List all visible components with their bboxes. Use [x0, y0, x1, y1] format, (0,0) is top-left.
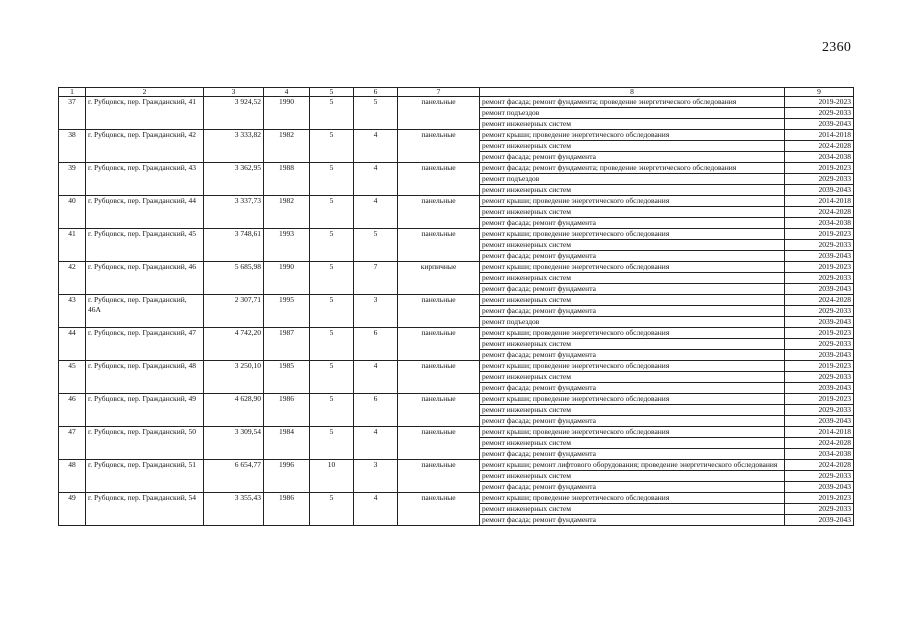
repair-period: 2039-2043: [785, 185, 854, 196]
wall-material: кирпичные: [398, 262, 480, 295]
table-row: [59, 361, 854, 372]
repair-period: 2039-2043: [785, 515, 854, 526]
repair-period: 2019-2023: [785, 163, 854, 174]
repair-period: 2029-2033: [785, 372, 854, 383]
repair-period: 2019-2023: [785, 394, 854, 405]
table-row: [59, 262, 854, 273]
building-address: г. Рубцовск, пер. Гражданский, 41: [86, 97, 204, 130]
building-address: г. Рубцовск, пер. Гражданский, 51: [86, 460, 204, 493]
row-number: 42: [59, 262, 86, 295]
wall-material: панельные: [398, 394, 480, 427]
repair-work: ремонт крыши; проведение энергетического обследования: [480, 196, 785, 207]
repair-work: ремонт фасада; ремонт фундамента: [480, 152, 785, 163]
entrance-count: 3: [354, 295, 398, 328]
repair-work: ремонт инженерных систем: [480, 119, 785, 130]
repair-period: 2029-2033: [785, 174, 854, 185]
building-address: г. Рубцовск, пер. Гражданский, 46: [86, 262, 204, 295]
repair-period: 2039-2043: [785, 416, 854, 427]
col-header: 1: [59, 88, 86, 97]
construction-year: 1990: [264, 262, 310, 295]
repair-period: 2029-2033: [785, 273, 854, 284]
repair-work: ремонт крыши; проведение энергетического обследования: [480, 394, 785, 405]
repair-work: ремонт крыши; проведение энергетического обследования: [480, 130, 785, 141]
repair-work: ремонт подъездов: [480, 174, 785, 185]
repair-period: 2014-2018: [785, 196, 854, 207]
table-row: [59, 163, 854, 174]
wall-material: панельные: [398, 295, 480, 328]
col-header: 4: [264, 88, 310, 97]
table-row: [59, 394, 854, 405]
repair-period: 2024-2028: [785, 295, 854, 306]
construction-year: 1985: [264, 361, 310, 394]
repair-period: 2029-2033: [785, 240, 854, 251]
row-number: 44: [59, 328, 86, 361]
building-area: 4 742,20: [204, 328, 264, 361]
wall-material: панельные: [398, 361, 480, 394]
repair-work: ремонт инженерных систем: [480, 471, 785, 482]
building-address: г. Рубцовск, пер. Гражданский, 45: [86, 229, 204, 262]
wall-material: панельные: [398, 460, 480, 493]
row-number: 37: [59, 97, 86, 130]
repair-period: 2019-2023: [785, 262, 854, 273]
col-header: 6: [354, 88, 398, 97]
floor-count: 5: [310, 361, 354, 394]
table-body: [59, 97, 854, 526]
wall-material: панельные: [398, 196, 480, 229]
repair-work: ремонт фасада; ремонт фундамента: [480, 218, 785, 229]
entrance-count: 4: [354, 130, 398, 163]
table-row: [59, 328, 854, 339]
repair-work: ремонт фасада; ремонт фундамента; проведение энергетического обследования: [480, 163, 785, 174]
row-number: 41: [59, 229, 86, 262]
building-area: 3 333,82: [204, 130, 264, 163]
entrance-count: 3: [354, 460, 398, 493]
building-area: 3 362,95: [204, 163, 264, 196]
repair-work: ремонт крыши; ремонт лифтового оборудования; проведение энергетического обследования: [480, 460, 785, 471]
entrance-count: 4: [354, 427, 398, 460]
wall-material: панельные: [398, 328, 480, 361]
repair-period: 2019-2023: [785, 493, 854, 504]
repair-work: ремонт фасада; ремонт фундамента: [480, 284, 785, 295]
repair-work: ремонт фасада; ремонт фундамента: [480, 482, 785, 493]
construction-year: 1987: [264, 328, 310, 361]
wall-material: панельные: [398, 163, 480, 196]
repair-period: 2024-2028: [785, 207, 854, 218]
repair-period: 2019-2023: [785, 229, 854, 240]
building-area: 3 355,43: [204, 493, 264, 526]
repair-work: ремонт крыши; проведение энергетического обследования: [480, 493, 785, 504]
column-number-row: [59, 88, 854, 97]
construction-year: 1986: [264, 493, 310, 526]
col-header: 7: [398, 88, 480, 97]
repair-work: ремонт фасада; ремонт фундамента; проведение энергетического обследования: [480, 97, 785, 108]
repair-work: ремонт фасада; ремонт фундамента: [480, 416, 785, 427]
table-row: [59, 493, 854, 504]
building-address: г. Рубцовск, пер. Гражданский, 49: [86, 394, 204, 427]
entrance-count: 4: [354, 361, 398, 394]
page-number: 2360: [822, 40, 852, 55]
floor-count: 5: [310, 196, 354, 229]
building-area: 3 748,61: [204, 229, 264, 262]
repair-period: 2029-2033: [785, 306, 854, 317]
col-header: 8: [480, 88, 785, 97]
building-area: 6 654,77: [204, 460, 264, 493]
col-header: 9: [785, 88, 854, 97]
floor-count: 5: [310, 427, 354, 460]
repair-work: ремонт инженерных систем: [480, 185, 785, 196]
building-address: г. Рубцовск, пер. Гражданский, 54: [86, 493, 204, 526]
building-area: 3 924,52: [204, 97, 264, 130]
col-header: 5: [310, 88, 354, 97]
repair-work: ремонт крыши; проведение энергетического обследования: [480, 427, 785, 438]
repair-period: 2014-2018: [785, 427, 854, 438]
repair-period: 2024-2028: [785, 438, 854, 449]
repair-work: ремонт инженерных систем: [480, 339, 785, 350]
entrance-count: 6: [354, 328, 398, 361]
repair-work: ремонт крыши; проведение энергетического обследования: [480, 262, 785, 273]
table-row: [59, 295, 854, 306]
repair-period: 2039-2043: [785, 284, 854, 295]
repair-work: ремонт инженерных систем: [480, 504, 785, 515]
table-row: [59, 229, 854, 240]
building-area: 3 337,73: [204, 196, 264, 229]
repair-work: ремонт фасада; ремонт фундамента: [480, 350, 785, 361]
repair-period: 2029-2033: [785, 405, 854, 416]
row-number: 43: [59, 295, 86, 328]
floor-count: 5: [310, 328, 354, 361]
building-address: г. Рубцовск, пер. Гражданский, 48: [86, 361, 204, 394]
building-area: 2 307,71: [204, 295, 264, 328]
repair-period: 2019-2023: [785, 361, 854, 372]
floor-count: 5: [310, 163, 354, 196]
repair-work: ремонт инженерных систем: [480, 372, 785, 383]
col-header: 3: [204, 88, 264, 97]
construction-year: 1988: [264, 163, 310, 196]
construction-year: 1986: [264, 394, 310, 427]
table-row: [59, 97, 854, 108]
row-number: 47: [59, 427, 86, 460]
repair-period: 2039-2043: [785, 119, 854, 130]
construction-year: 1982: [264, 130, 310, 163]
floor-count: 5: [310, 130, 354, 163]
table-row: [59, 196, 854, 207]
construction-year: 1982: [264, 196, 310, 229]
building-address: г. Рубцовск, пер. Гражданский, 46А: [86, 295, 204, 328]
col-header: 2: [86, 88, 204, 97]
repair-period: 2034-2038: [785, 449, 854, 460]
entrance-count: 4: [354, 163, 398, 196]
repair-work: ремонт инженерных систем: [480, 240, 785, 251]
repair-work: ремонт подъездов: [480, 317, 785, 328]
repair-period: 2029-2033: [785, 471, 854, 482]
floor-count: 5: [310, 295, 354, 328]
building-address: г. Рубцовск, пер. Гражданский, 47: [86, 328, 204, 361]
repair-work: ремонт крыши; проведение энергетического обследования: [480, 361, 785, 372]
building-address: г. Рубцовск, пер. Гражданский, 43: [86, 163, 204, 196]
repair-work: ремонт фасада; ремонт фундамента: [480, 449, 785, 460]
row-number: 40: [59, 196, 86, 229]
repair-period: 2029-2033: [785, 339, 854, 350]
construction-year: 1995: [264, 295, 310, 328]
repair-work: ремонт инженерных систем: [480, 273, 785, 284]
entrance-count: 5: [354, 97, 398, 130]
wall-material: панельные: [398, 493, 480, 526]
wall-material: панельные: [398, 229, 480, 262]
row-number: 45: [59, 361, 86, 394]
floor-count: 5: [310, 97, 354, 130]
construction-year: 1996: [264, 460, 310, 493]
repair-period: 2039-2043: [785, 350, 854, 361]
building-address: г. Рубцовск, пер. Гражданский, 42: [86, 130, 204, 163]
entrance-count: 5: [354, 229, 398, 262]
table-row: [59, 427, 854, 438]
repair-period: 2024-2028: [785, 460, 854, 471]
repair-period: 2019-2023: [785, 97, 854, 108]
repair-period: 2039-2043: [785, 482, 854, 493]
floor-count: 5: [310, 262, 354, 295]
wall-material: панельные: [398, 130, 480, 163]
row-number: 48: [59, 460, 86, 493]
entrance-count: 4: [354, 196, 398, 229]
floor-count: 10: [310, 460, 354, 493]
repair-period: 2024-2028: [785, 141, 854, 152]
repair-period: 2039-2043: [785, 317, 854, 328]
repair-work: ремонт инженерных систем: [480, 207, 785, 218]
row-number: 46: [59, 394, 86, 427]
repair-period: 2019-2023: [785, 328, 854, 339]
row-number: 38: [59, 130, 86, 163]
construction-year: 1984: [264, 427, 310, 460]
construction-year: 1990: [264, 97, 310, 130]
table-row: [59, 460, 854, 471]
repair-work: ремонт крыши; проведение энергетического обследования: [480, 328, 785, 339]
repair-period: 2039-2043: [785, 383, 854, 394]
housing-repair-table: [58, 87, 854, 526]
wall-material: панельные: [398, 97, 480, 130]
entrance-count: 7: [354, 262, 398, 295]
row-number: 39: [59, 163, 86, 196]
table-row: [59, 130, 854, 141]
entrance-count: 4: [354, 493, 398, 526]
repair-period: 2039-2043: [785, 251, 854, 262]
repair-work: ремонт фасада; ремонт фундамента: [480, 383, 785, 394]
repair-work: ремонт фасада; ремонт фундамента: [480, 515, 785, 526]
building-area: 3 250,10: [204, 361, 264, 394]
entrance-count: 6: [354, 394, 398, 427]
repair-period: 2029-2033: [785, 504, 854, 515]
repair-work: ремонт фасада; ремонт фундамента: [480, 251, 785, 262]
repair-work: ремонт крыши; проведение энергетического обследования: [480, 229, 785, 240]
building-area: 5 685,98: [204, 262, 264, 295]
building-area: 4 628,90: [204, 394, 264, 427]
repair-work: ремонт инженерных систем: [480, 295, 785, 306]
wall-material: панельные: [398, 427, 480, 460]
repair-period: 2014-2018: [785, 130, 854, 141]
floor-count: 5: [310, 394, 354, 427]
building-address: г. Рубцовск, пер. Гражданский, 50: [86, 427, 204, 460]
repair-period: 2029-2033: [785, 108, 854, 119]
repair-period: 2034-2038: [785, 218, 854, 229]
floor-count: 5: [310, 229, 354, 262]
repair-work: ремонт инженерных систем: [480, 438, 785, 449]
repair-work: ремонт инженерных систем: [480, 141, 785, 152]
row-number: 49: [59, 493, 86, 526]
repair-period: 2034-2038: [785, 152, 854, 163]
repair-work: ремонт подъездов: [480, 108, 785, 119]
floor-count: 5: [310, 493, 354, 526]
building-address: г. Рубцовск, пер. Гражданский, 44: [86, 196, 204, 229]
repair-work: ремонт фасада; ремонт фундамента: [480, 306, 785, 317]
construction-year: 1993: [264, 229, 310, 262]
repair-work: ремонт инженерных систем: [480, 405, 785, 416]
building-area: 3 309,54: [204, 427, 264, 460]
